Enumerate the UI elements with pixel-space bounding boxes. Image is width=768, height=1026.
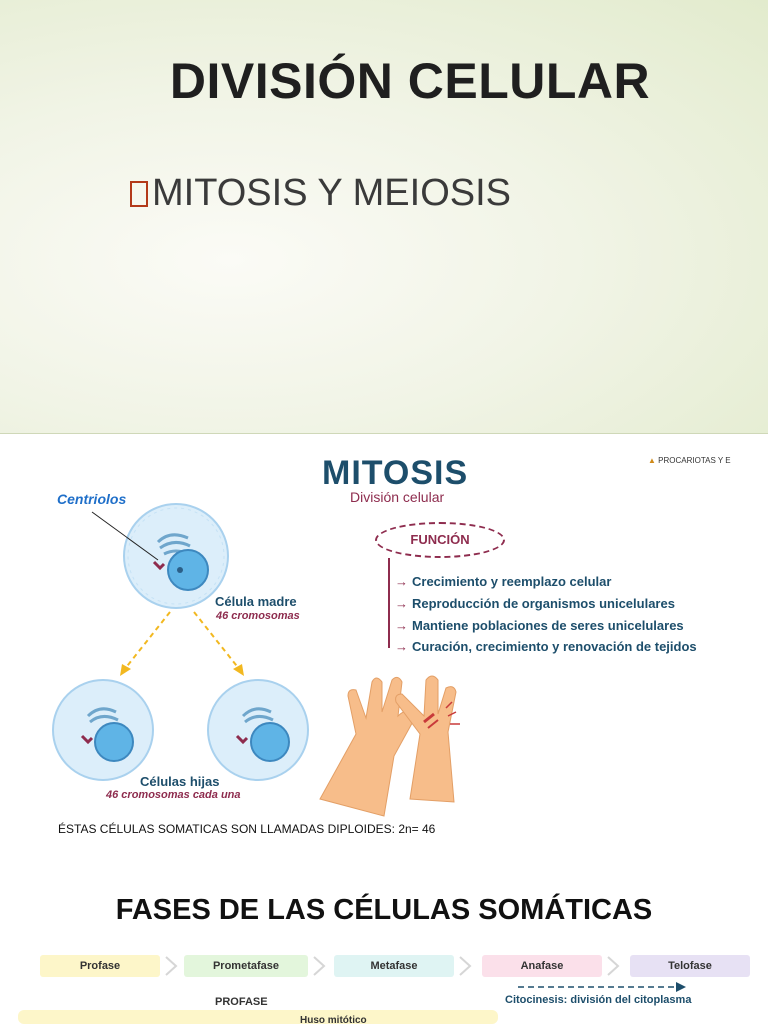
mother-cell [124,504,228,608]
arrow-right-icon: → [395,639,408,654]
phase-telofase: Telofase [630,955,750,977]
phase-profase: Profase [40,955,160,977]
daughter-cell-left [53,680,153,780]
slide-title: DIVISIÓN CELULAR [169,53,651,109]
centriolos-label: Centriolos [57,491,127,507]
phase-prometafase: Prometafase [184,955,308,977]
mitosis-title: MITOSIS [322,454,469,492]
profase-label: PROFASE [215,996,268,1008]
citocinesis-arrow [518,981,688,993]
funcion-item-text: Mantiene poblaciones de seres unicelulares [412,618,684,633]
funcion-bracket [388,558,390,648]
thumb-icon: ▲ [648,456,659,465]
slide-subtitle [130,172,511,215]
celula-madre-label: Célula madre [215,594,297,609]
funcion-item-text: Crecimiento y reemplazo celular [412,574,612,589]
huso-label: Huso mitótico [300,1015,367,1026]
daughter-cell-right [208,680,308,780]
funcion-item [395,596,675,611]
hands-icon [320,676,460,816]
funcion-item-text: Curación, crecimiento y renovación de tejidos [412,639,697,654]
citocinesis-label: Citocinesis: división del citoplasma [505,994,692,1006]
mitosis-slide [0,434,768,1024]
funcion-item [395,574,611,589]
celula-madre-count: 46 cromosomas [216,610,300,622]
profase-band [18,1010,498,1024]
phase-anafase: Anafase [482,955,602,977]
title-slide [0,0,768,434]
corner-note-text: PROCARIOTAS Y E [658,456,731,465]
arrow-right-icon: → [395,618,408,633]
mitosis-subtitle: División celular [350,489,445,505]
chevron-right-icon [310,955,330,977]
arrow-right-icon: → [395,596,408,611]
arrow-right-icon: → [395,574,408,589]
bullet-square-icon [130,181,148,207]
funcion-badge: FUNCIÓN [375,522,505,558]
chevron-right-icon [162,955,182,977]
fases-title: FASES DE LAS CÉLULAS SOMÁTICAS [115,894,653,926]
chevron-right-icon [456,955,476,977]
celulas-hijas-label: Células hijas [140,774,220,789]
funcion-item [395,639,697,654]
diploides-note: ÉSTAS CÉLULAS SOMATICAS SON LLAMADAS DIPLOIDES: 2n= 46 [58,822,436,836]
corner-note [648,456,734,465]
chevron-right-icon [604,955,624,977]
celulas-hijas-count: 46 cromosomas cada una [106,789,241,801]
phase-metafase: Metafase [334,955,454,977]
funcion-item-text: Reproducción de organismos unicelulares [412,596,675,611]
subtitle-text: MITOSIS Y MEIOSIS [152,172,511,214]
funcion-item [395,618,684,633]
